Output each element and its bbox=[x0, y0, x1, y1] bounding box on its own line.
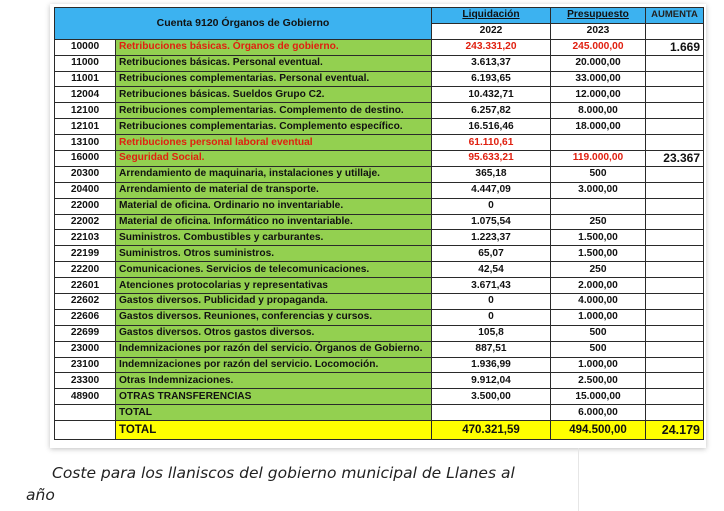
liquidacion-value: 3.671,43 bbox=[432, 278, 551, 294]
table-row bbox=[55, 325, 704, 341]
account-code: 22200 bbox=[55, 262, 116, 278]
table-row bbox=[55, 373, 704, 389]
table-row bbox=[55, 135, 704, 151]
liquidacion-value: 0 bbox=[432, 294, 551, 310]
account-description: Seguridad Social. bbox=[116, 151, 432, 167]
liquidacion-value: 10.432,71 bbox=[432, 87, 551, 103]
account-description: TOTAL bbox=[116, 405, 432, 421]
account-code: 22000 bbox=[55, 198, 116, 214]
presupuesto-value: 2.500,00 bbox=[551, 373, 646, 389]
table-row bbox=[55, 405, 704, 421]
account-description: Retribuciones básicas. Sueldos Grupo C2. bbox=[116, 87, 432, 103]
image-caption bbox=[26, 462, 566, 506]
aumenta-value bbox=[646, 357, 704, 373]
table-row bbox=[55, 357, 704, 373]
presupuesto-value: 500 bbox=[551, 325, 646, 341]
account-description: Gastos diversos. Reuniones, conferencias y cursos. bbox=[116, 309, 432, 325]
table-row bbox=[55, 87, 704, 103]
account-code: 22601 bbox=[55, 278, 116, 294]
caption-line-2: año bbox=[26, 486, 55, 504]
account-code: 11000 bbox=[55, 55, 116, 71]
account-code: 20400 bbox=[55, 182, 116, 198]
account-description: Suministros. Combustibles y carburantes. bbox=[116, 230, 432, 246]
liquidacion-value: 3.613,37 bbox=[432, 55, 551, 71]
aumenta-value: 1.669 bbox=[646, 39, 704, 55]
total-liquidacion: 470.321,59 bbox=[432, 421, 551, 440]
table-row bbox=[55, 309, 704, 325]
liquidacion-value: 1.223,37 bbox=[432, 230, 551, 246]
account-code: 12100 bbox=[55, 103, 116, 119]
aumenta-value bbox=[646, 55, 704, 71]
aumenta-value bbox=[646, 119, 704, 135]
account-description: Suministros. Otros suministros. bbox=[116, 246, 432, 262]
liquidacion-value: 1.936,99 bbox=[432, 357, 551, 373]
liquidacion-value: 95.633,21 bbox=[432, 151, 551, 167]
aumenta-value bbox=[646, 166, 704, 182]
liquidacion-value: 3.500,00 bbox=[432, 389, 551, 405]
account-description: Atenciones protocolarias y representativas bbox=[116, 278, 432, 294]
presupuesto-value: 250 bbox=[551, 262, 646, 278]
table-row bbox=[55, 103, 704, 119]
liquidacion-value: 105,8 bbox=[432, 325, 551, 341]
table-row bbox=[55, 246, 704, 262]
account-description: Arrendamiento de material de transporte. bbox=[116, 182, 432, 198]
account-code: 20300 bbox=[55, 166, 116, 182]
column-header-aumenta: AUMENTA bbox=[646, 8, 704, 24]
account-description: Material de oficina. Ordinario no inventariable. bbox=[116, 198, 432, 214]
caption-line-1: Coste para los llaniscos del gobierno municipal de Llanes al bbox=[52, 464, 515, 482]
account-description: Comunicaciones. Servicios de telecomunicaciones. bbox=[116, 262, 432, 278]
spreadsheet-image bbox=[50, 4, 706, 448]
liquidacion-value: 6.257,82 bbox=[432, 103, 551, 119]
aumenta-value bbox=[646, 135, 704, 151]
account-description: Indemnizaciones por razón del servicio. Locomoción. bbox=[116, 357, 432, 373]
presupuesto-value: 2.000,00 bbox=[551, 278, 646, 294]
aumenta-value bbox=[646, 325, 704, 341]
table-row bbox=[55, 151, 704, 167]
aumenta-value bbox=[646, 262, 704, 278]
account-code: 22002 bbox=[55, 214, 116, 230]
presupuesto-value: 500 bbox=[551, 341, 646, 357]
aumenta-value bbox=[646, 246, 704, 262]
account-description: Otras Indemnizaciones. bbox=[116, 373, 432, 389]
account-code: 22199 bbox=[55, 246, 116, 262]
account-code bbox=[55, 405, 116, 421]
account-code: 22602 bbox=[55, 294, 116, 310]
liquidacion-value: 1.075,54 bbox=[432, 214, 551, 230]
aumenta-value bbox=[646, 230, 704, 246]
column-header-presupuesto: Presupuesto bbox=[551, 8, 646, 24]
table-row bbox=[55, 166, 704, 182]
presupuesto-value: 1.500,00 bbox=[551, 230, 646, 246]
account-code: 13100 bbox=[55, 135, 116, 151]
account-code: 10000 bbox=[55, 39, 116, 55]
budget-table bbox=[54, 7, 704, 440]
presupuesto-value: 1.000,00 bbox=[551, 357, 646, 373]
table-row bbox=[55, 262, 704, 278]
account-description: Arrendamiento de maquinaria, instalaciones y utillaje. bbox=[116, 166, 432, 182]
total-aumenta: 24.179 bbox=[646, 421, 704, 440]
presupuesto-value: 3.000,00 bbox=[551, 182, 646, 198]
liquidacion-value: 9.912,04 bbox=[432, 373, 551, 389]
table-row bbox=[55, 214, 704, 230]
presupuesto-value: 500 bbox=[551, 166, 646, 182]
aumenta-value bbox=[646, 278, 704, 294]
account-description: Gastos diversos. Otros gastos diversos. bbox=[116, 325, 432, 341]
liquidacion-value: 243.331,20 bbox=[432, 39, 551, 55]
presupuesto-value bbox=[551, 135, 646, 151]
aumenta-value bbox=[646, 198, 704, 214]
liquidacion-value: 0 bbox=[432, 309, 551, 325]
presupuesto-value: 8.000,00 bbox=[551, 103, 646, 119]
presupuesto-value: 250 bbox=[551, 214, 646, 230]
aumenta-value bbox=[646, 214, 704, 230]
account-code: 22606 bbox=[55, 309, 116, 325]
presupuesto-value: 4.000,00 bbox=[551, 294, 646, 310]
account-description: Retribuciones complementarias. Personal eventual. bbox=[116, 71, 432, 87]
account-code: 22699 bbox=[55, 325, 116, 341]
aumenta-value bbox=[646, 182, 704, 198]
aumenta-value bbox=[646, 405, 704, 421]
aumenta-value bbox=[646, 294, 704, 310]
table-row bbox=[55, 230, 704, 246]
liquidacion-value: 365,18 bbox=[432, 166, 551, 182]
aumenta-value bbox=[646, 103, 704, 119]
aumenta-value bbox=[646, 389, 704, 405]
table-row bbox=[55, 389, 704, 405]
presupuesto-value: 12.000,00 bbox=[551, 87, 646, 103]
table-row bbox=[55, 341, 704, 357]
liquidacion-value: 42,54 bbox=[432, 262, 551, 278]
account-code: 22103 bbox=[55, 230, 116, 246]
account-description: Retribuciones complementarias. Complemento de destino. bbox=[116, 103, 432, 119]
aumenta-value bbox=[646, 373, 704, 389]
presupuesto-value: 119.000,00 bbox=[551, 151, 646, 167]
presupuesto-value: 1.000,00 bbox=[551, 309, 646, 325]
header-row bbox=[55, 8, 704, 24]
liquidacion-value: 0 bbox=[432, 198, 551, 214]
column-header-liquidacion: Liquidación bbox=[432, 8, 551, 24]
account-code: 23000 bbox=[55, 341, 116, 357]
presupuesto-value: 20.000,00 bbox=[551, 55, 646, 71]
account-description: OTRAS TRANSFERENCIAS bbox=[116, 389, 432, 405]
table-row bbox=[55, 119, 704, 135]
year-liquidacion: 2022 bbox=[432, 23, 551, 39]
presupuesto-value: 6.000,00 bbox=[551, 405, 646, 421]
account-description: Gastos diversos. Publicidad y propaganda. bbox=[116, 294, 432, 310]
total-presupuesto: 494.500,00 bbox=[551, 421, 646, 440]
table-row bbox=[55, 182, 704, 198]
table-row bbox=[55, 198, 704, 214]
total-code-empty bbox=[55, 421, 116, 440]
presupuesto-value: 18.000,00 bbox=[551, 119, 646, 135]
aumenta-value bbox=[646, 87, 704, 103]
account-code: 48900 bbox=[55, 389, 116, 405]
account-description: Retribuciones básicas. Personal eventual. bbox=[116, 55, 432, 71]
liquidacion-value: 6.193,65 bbox=[432, 71, 551, 87]
presupuesto-value: 245.000,00 bbox=[551, 39, 646, 55]
table-row bbox=[55, 55, 704, 71]
account-code: 12004 bbox=[55, 87, 116, 103]
year-aumenta-empty bbox=[646, 23, 704, 39]
aumenta-value bbox=[646, 309, 704, 325]
account-description: Material de oficina. Informático no inventariable. bbox=[116, 214, 432, 230]
presupuesto-value: 33.000,00 bbox=[551, 71, 646, 87]
account-description: Indemnizaciones por razón del servicio. Órganos de Gobierno. bbox=[116, 341, 432, 357]
account-description: Retribuciones complementarias. Complemento específico. bbox=[116, 119, 432, 135]
table-row bbox=[55, 294, 704, 310]
table-row bbox=[55, 71, 704, 87]
divider bbox=[578, 448, 579, 511]
table-row bbox=[55, 39, 704, 55]
liquidacion-value: 65,07 bbox=[432, 246, 551, 262]
year-presupuesto: 2023 bbox=[551, 23, 646, 39]
liquidacion-value: 4.447,09 bbox=[432, 182, 551, 198]
presupuesto-value: 15.000,00 bbox=[551, 389, 646, 405]
liquidacion-value: 887,51 bbox=[432, 341, 551, 357]
account-code: 12101 bbox=[55, 119, 116, 135]
aumenta-value bbox=[646, 341, 704, 357]
account-description: Retribuciones básicas. Órganos de gobierno. bbox=[116, 39, 432, 55]
presupuesto-value bbox=[551, 198, 646, 214]
table-row bbox=[55, 278, 704, 294]
aumenta-value: 23.367 bbox=[646, 151, 704, 167]
account-code: 11001 bbox=[55, 71, 116, 87]
total-label: TOTAL bbox=[116, 421, 432, 440]
total-row bbox=[55, 421, 704, 440]
table-title: Cuenta 9120 Órganos de Gobierno bbox=[55, 8, 432, 40]
account-code: 23100 bbox=[55, 357, 116, 373]
presupuesto-value: 1.500,00 bbox=[551, 246, 646, 262]
liquidacion-value: 61.110,61 bbox=[432, 135, 551, 151]
account-code: 23300 bbox=[55, 373, 116, 389]
account-description: Retribuciones personal laboral eventual bbox=[116, 135, 432, 151]
aumenta-value bbox=[646, 71, 704, 87]
liquidacion-value: 16.516,46 bbox=[432, 119, 551, 135]
liquidacion-value bbox=[432, 405, 551, 421]
account-code: 16000 bbox=[55, 151, 116, 167]
